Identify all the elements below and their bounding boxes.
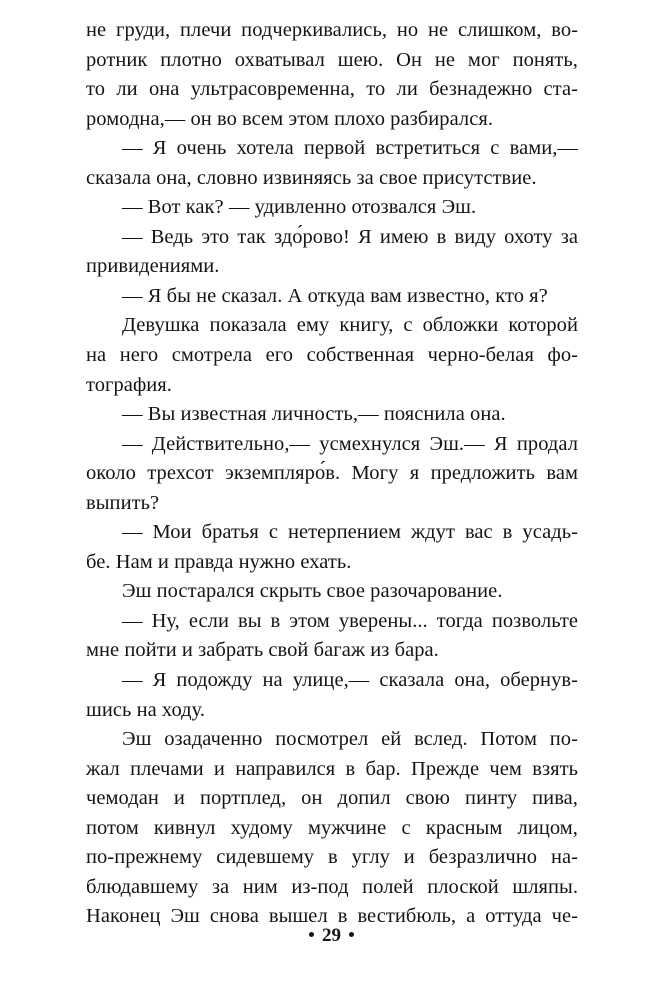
bullet-icon: [349, 932, 354, 937]
page-number: 29: [322, 925, 341, 946]
text-line: мне пойти и забрать свой багаж из бара.: [86, 639, 439, 662]
text-line: ротник плотно охватывал шею. Он не мог понять,: [86, 48, 578, 71]
text-line: около трехсот экземпляро́в. Могу я предложить вам: [86, 462, 578, 485]
text-line: — Вы известная личность,— пояснила она.: [122, 403, 506, 426]
text-line: — Действительно,— усмехнулся Эш.— Я продал: [122, 432, 578, 455]
text-line: Эш постарался скрыть свое разочарование.: [122, 580, 503, 603]
page-number-footer: [0, 923, 663, 949]
text-line: Эш озадаченно посмотрел ей вслед. Потом по-: [122, 728, 578, 751]
text-line: не груди, плечи подчеркивались, но не слишком, во-: [86, 19, 578, 41]
text-line: чемодан и портплед, он допил свою пинту пива,: [86, 787, 578, 810]
text-line: то ли она ультрасовременна, то ли безнадежно ста-: [86, 78, 578, 101]
text-line: тография.: [86, 373, 172, 396]
text-line: на него смотрела его собственная черно-белая фо-: [86, 344, 578, 367]
text-line: выпить?: [86, 491, 160, 514]
text-line: привидениями.: [86, 255, 220, 278]
text-line: шись на ходу.: [86, 698, 206, 721]
text-line: сказала она, словно извиняясь за свое присутствие.: [86, 166, 537, 189]
text-line: — Ведь это так здо́рово! Я имею в виду охоту за: [122, 225, 578, 248]
bullet-icon: [309, 932, 314, 937]
text-line: блюдавшему за ним из-под полей плоской шляпы.: [86, 875, 578, 898]
text-line: — Вот как? — удивленно отозвался Эш.: [122, 196, 477, 219]
body-text: [86, 16, 578, 932]
text-line: потом кивнул худому мужчине с красным лицом,: [86, 816, 578, 839]
text-line: ромодна,— он во всем этом плохо разбирался.: [86, 107, 493, 130]
text-line: — Ну, если вы в этом уверены... тогда позвольте: [122, 609, 578, 632]
text-line: — Я бы не сказал. А откуда вам известно, кто я?: [122, 284, 548, 307]
text-line: бе. Нам и правда нужно ехать.: [86, 550, 352, 573]
text-line: Девушка показала ему книгу, с обложки которой: [122, 314, 578, 337]
text-line: — Я подожду на улице,— сказала она, обернув-: [122, 669, 578, 692]
text-line: — Мои братья с нетерпением ждут вас в усадь-: [122, 521, 578, 544]
text-line: — Я очень хотела первой встретиться с вами,—: [122, 137, 578, 160]
text-line: Наконец Эш снова вышел в вестибюль, а оттуда че-: [86, 905, 578, 928]
text-line: жал плечами и направился в бар. Прежде чем взять: [86, 757, 578, 780]
text-line: по-прежнему сидевшему в углу и безразлично на-: [86, 846, 578, 869]
